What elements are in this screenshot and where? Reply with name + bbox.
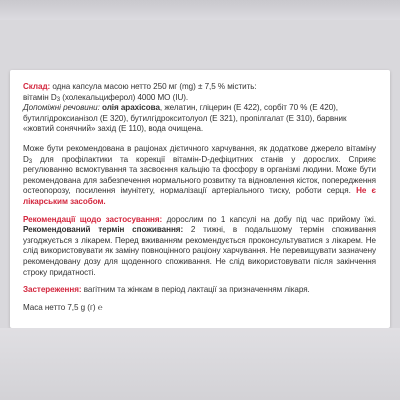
description-sub: 3 [28, 158, 33, 165]
usage-section [23, 215, 376, 279]
box-top-edge [0, 0, 400, 20]
usage-text-1: дорослим по 1 капсулі на добу під час прийому їжі. [162, 214, 376, 224]
excipients-label: Допоміжні речовини: [23, 103, 100, 113]
excipients-list: , желатин, гліцерин (Е 422), сорбіт 70 % (Е 420), бутилгідроксианізол (Е 320), бутилгідрокситолуол (Е 321), пропілгалат (Е 310), барвник «жовтий сонячний» захід (Е 110), вода очищена. [23, 103, 347, 134]
usage-text-2: 2 тижні, в подальшому термін споживання узгоджується з лікарем. Перед вживанням рекомендується проконсультуватися з лікарем. Не слід використовувати як заміну повноцінного раціону харчування. Не перевищувати зазначену рекомендовану дозу для щоденного споживання. Не слід використовувати після закінчення строку придатності. [23, 225, 377, 277]
composition-vitamin-sub: 3 [56, 96, 60, 103]
composition-vitamin-rest: (холекальциферол) 4000 МО (IU). [60, 92, 189, 102]
composition-heading: Склад: [23, 82, 51, 91]
composition-section [23, 82, 376, 135]
description-text-1: Може бути рекомендована в раціонах дієтичного харчування, як додаткове джерело вітаміну D [23, 143, 376, 164]
warnings-section [23, 285, 376, 296]
excipients-allergen: олія арахісова [99, 103, 160, 113]
warnings-heading: Застереження: [23, 285, 82, 295]
description-section [23, 144, 376, 208]
box-bottom-edge [0, 328, 400, 400]
usage-term-label: Рекомендований термін споживання: [23, 225, 184, 235]
description-text-2: для профілактики та корекції вітамін-D-дефіцитних станів у дорослих. Сприяє регулюванню всмоктування та засвоєння кальцію та фосфору в організмі людини. Може бути рекомендована для забезпечення нормального розвитку та відновлення кісток, попередження остеопорозу, посилення імунітету, нормалізації артеріального тиску, роботи серця. [23, 154, 376, 196]
not-medicine-note: Не є лікарським засобом. [23, 186, 376, 206]
usage-heading: Рекомендації щодо застосування: [23, 214, 163, 224]
net-mass: Маса нетто 7,5 g (г) ℮ [23, 302, 103, 312]
composition-line1: одна капсула масою нетто 250 мг (mg) ± 7,5 % містить: [50, 82, 257, 91]
label-text [23, 82, 376, 313]
warnings-text: вагітним та жінкам в період лактації за призначенням лікаря. [81, 285, 310, 295]
composition-vitamin: вітамін D [23, 92, 57, 102]
